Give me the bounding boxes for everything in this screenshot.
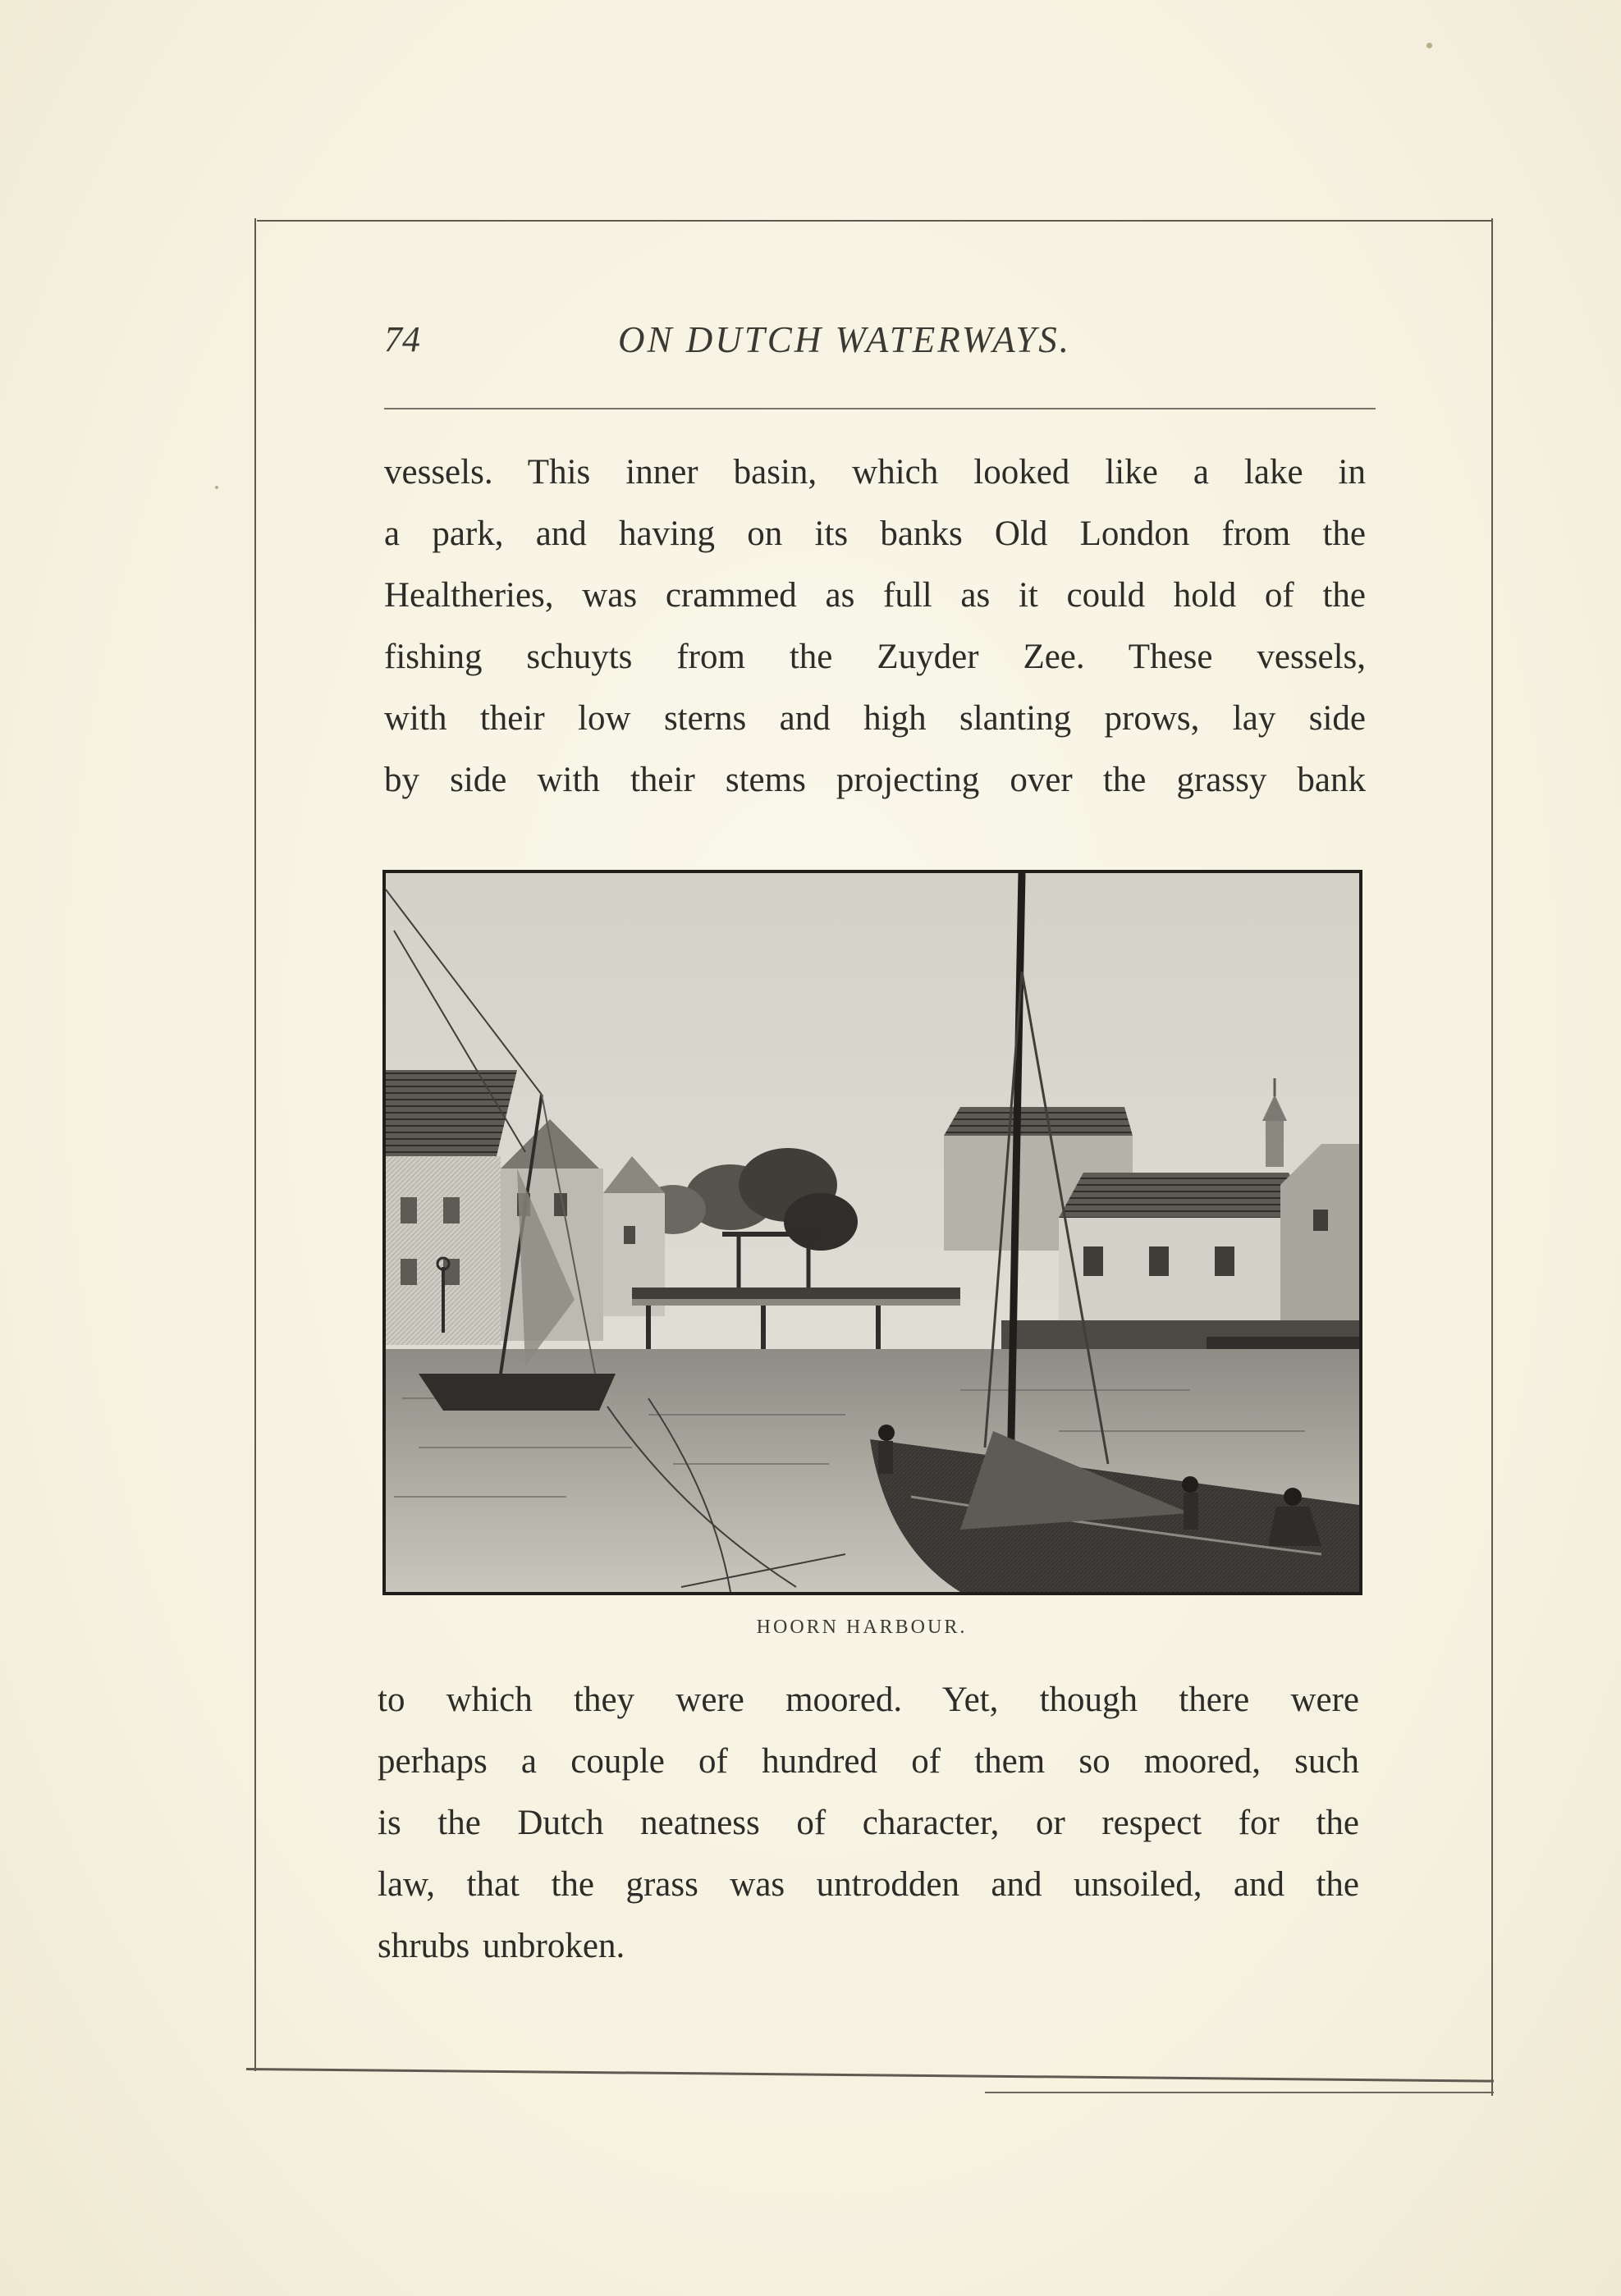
text-line: vessels. This inner basin, which looked like a lake in — [384, 453, 1366, 492]
frame-rule-left — [254, 218, 256, 2071]
text-line: with their low sterns and high slanting prows, lay side — [384, 699, 1366, 738]
paper-speck — [215, 486, 218, 489]
paragraph-top — [384, 441, 1366, 811]
text-line: law, that the grass was untrodden and unsoiled, and the — [378, 1865, 1359, 1904]
header-rule — [384, 408, 1376, 409]
text-line: perhaps a couple of hundred of them so moored, such — [378, 1742, 1359, 1781]
harbour-illustration — [386, 873, 1359, 1592]
text-line: a park, and having on its banks Old London from the — [384, 515, 1366, 553]
text-line: by side with their stems projecting over the grassy bank — [384, 761, 1366, 799]
text-line: to which they were moored. Yet, though there were — [378, 1681, 1359, 1719]
frame-rule-right — [1491, 218, 1493, 2096]
left-building — [386, 1070, 517, 1345]
running-title: ON DUTCH WATERWAYS. — [618, 319, 1072, 360]
text-line: Healtheries, was crammed as full as it could hold of the — [384, 576, 1366, 615]
frame-rule-top — [257, 220, 1493, 222]
paper-speck — [1426, 43, 1432, 48]
text-line: fishing schuyts from the Zuyder Zee. These vessels, — [384, 638, 1366, 676]
frame-rule-bottom-secondary — [985, 2092, 1494, 2093]
text-line: is the Dutch neatness of character, or respect for the — [378, 1804, 1359, 1842]
running-head — [384, 318, 1377, 368]
page-number: 74 — [384, 319, 420, 359]
text-line: shrubs unbroken. — [378, 1927, 625, 1965]
illustration-caption: HOORN HARBOUR. — [756, 1617, 968, 1638]
paragraph-bottom — [378, 1669, 1359, 1977]
illustration-plate — [382, 870, 1362, 1595]
